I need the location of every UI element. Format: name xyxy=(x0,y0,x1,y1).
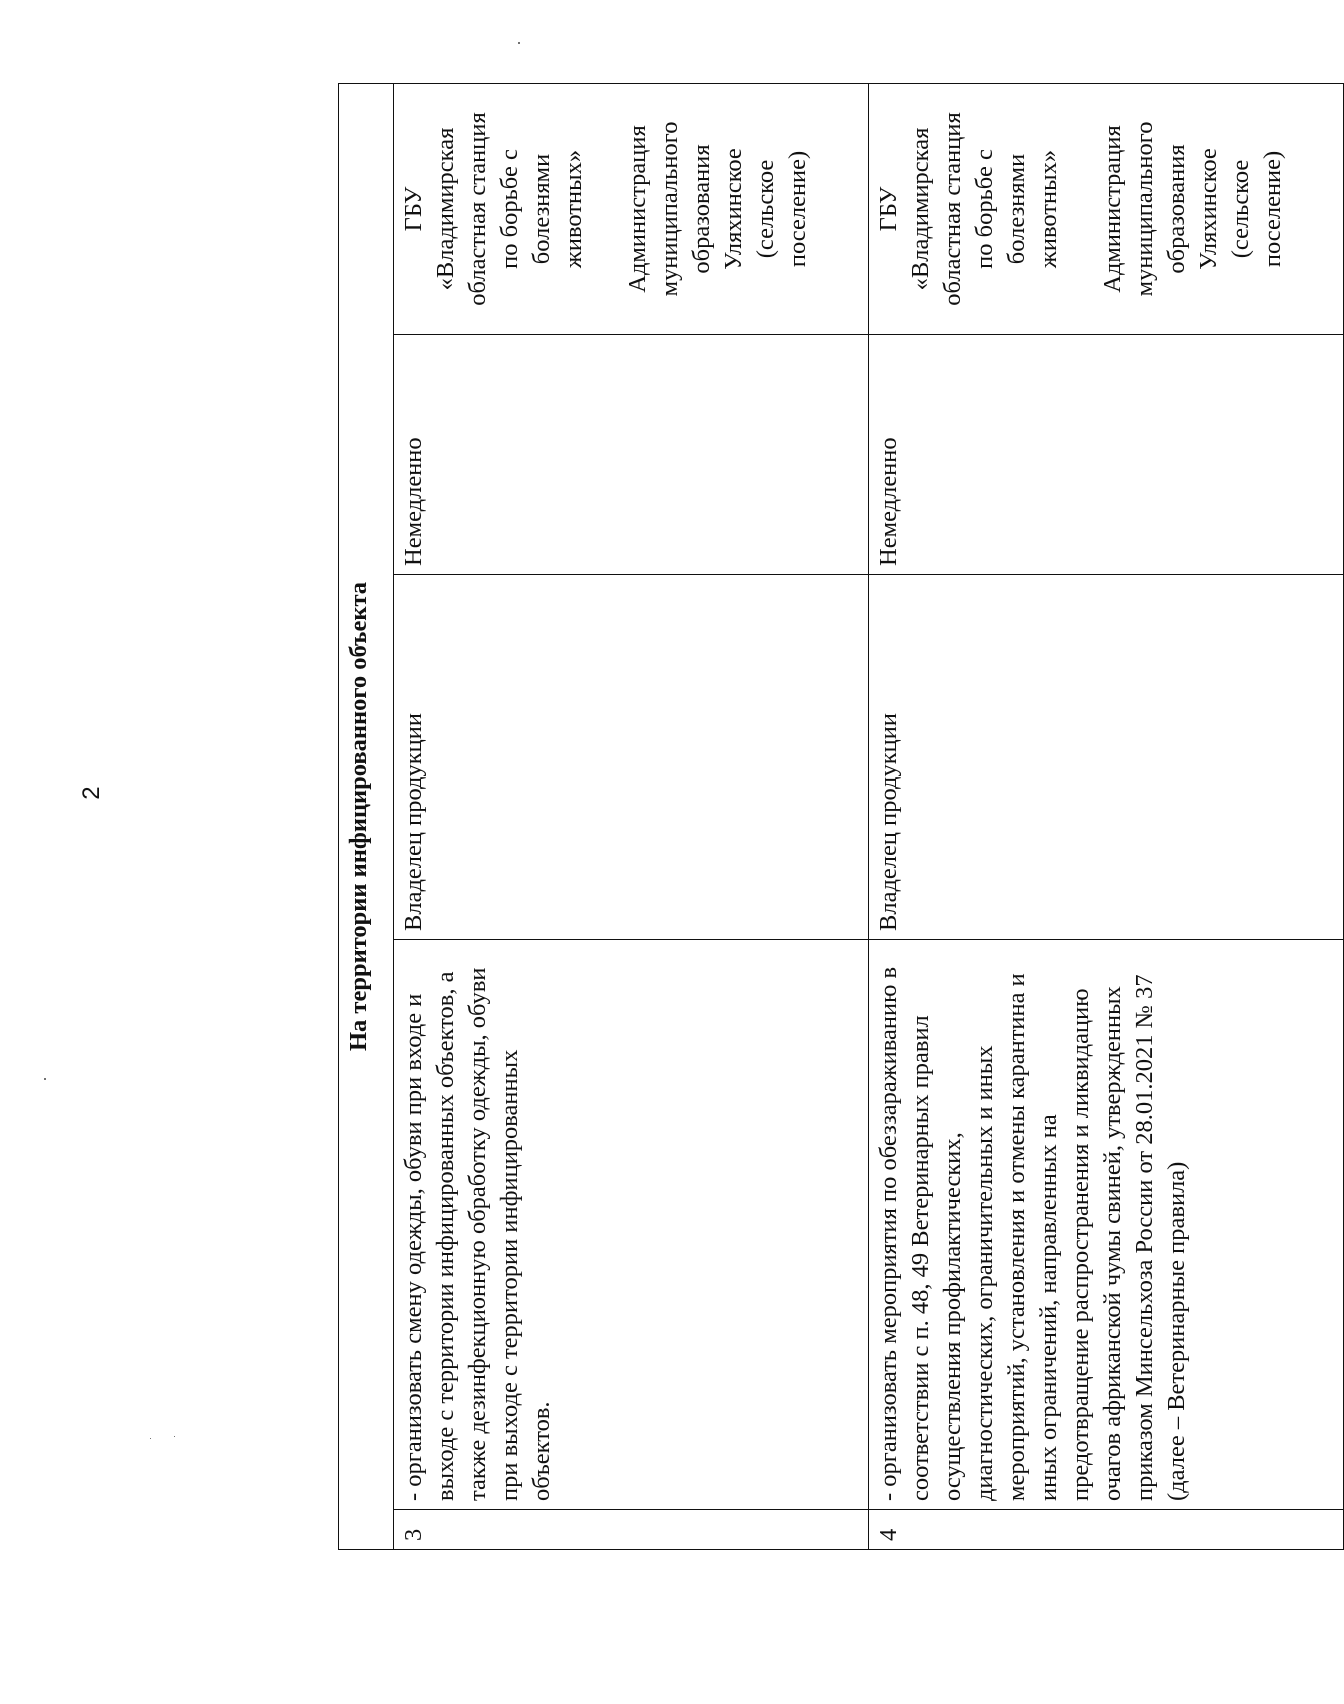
org-line: поселение) xyxy=(1259,150,1286,268)
measure-cell: - организовать мероприятия по обеззараживанию в соответствии с п. 48, 49 Ветеринарных правил осуществления профилактических, диагностических, ограничительных и иных мероприятий, установления и отмены карантина и иных ограничений, направленных на предотвращение распространения и ликвидацию очагов африканской чумы свиней, утвержденных приказом Минсельхоза России от 28.01.2021 № 37 (далее – Ветеринарные правила) xyxy=(869,940,1344,1510)
org-line: Уляхинское xyxy=(720,148,747,270)
scan-speck xyxy=(150,1438,151,1439)
org-line: Администрация xyxy=(1099,125,1126,293)
section-header-row xyxy=(339,83,394,1549)
org-line: областная станция xyxy=(939,112,966,306)
org-line: по борьбе с xyxy=(971,149,998,269)
org-line: областная станция xyxy=(464,112,491,306)
page-number: 2 xyxy=(78,786,105,800)
scan-speck xyxy=(174,1436,175,1437)
org-line: «Владимирская xyxy=(432,127,459,291)
measure-cell: - организовать смену одежды, обуви при входе и выходе с территории инфицированных объектов, а также дезинфекционную обработку одежды, обуви при выходе с территории инфицированных объектов. xyxy=(394,940,869,1510)
organization-cell xyxy=(869,83,1344,334)
org-line: ГБУ xyxy=(400,186,427,232)
org-line: ГБУ xyxy=(875,186,902,232)
scan-speck xyxy=(518,42,520,44)
row-number: 4 xyxy=(869,1510,1344,1550)
measures-table xyxy=(338,83,1344,1550)
org-line: муниципального xyxy=(1131,121,1158,297)
org-line: по борьбе с xyxy=(496,149,523,269)
org-line: Уляхинское xyxy=(1195,148,1222,270)
scan-speck xyxy=(44,1078,46,1080)
org-line: болезнями xyxy=(528,153,555,265)
responsible-cell: Владелец продукции xyxy=(869,575,1344,940)
table-row xyxy=(869,83,1344,1549)
org-line: образования xyxy=(688,144,715,274)
org-line: животных» xyxy=(1035,149,1062,269)
org-line: животных» xyxy=(560,149,587,269)
org-line: (сельское xyxy=(752,159,779,259)
responsible-cell: Владелец продукции xyxy=(394,575,869,940)
org-line: (сельское xyxy=(1227,159,1254,259)
organization-cell xyxy=(394,83,869,334)
org-spacer xyxy=(1065,92,1097,326)
org-line: муниципального xyxy=(656,121,683,297)
term-cell: Немедленно xyxy=(394,335,869,575)
org-line: болезнями xyxy=(1003,153,1030,265)
org-spacer xyxy=(590,92,622,326)
section-title: На территории инфицированного объекта xyxy=(339,83,394,1549)
org-line: образования xyxy=(1163,144,1190,274)
org-line: Администрация xyxy=(624,125,651,293)
rotated-table-container xyxy=(338,84,1320,1550)
row-number: 3 xyxy=(394,1510,869,1550)
term-cell: Немедленно xyxy=(869,335,1344,575)
org-line: поселение) xyxy=(784,150,811,268)
table-row xyxy=(394,83,869,1549)
org-line: «Владимирская xyxy=(907,127,934,291)
